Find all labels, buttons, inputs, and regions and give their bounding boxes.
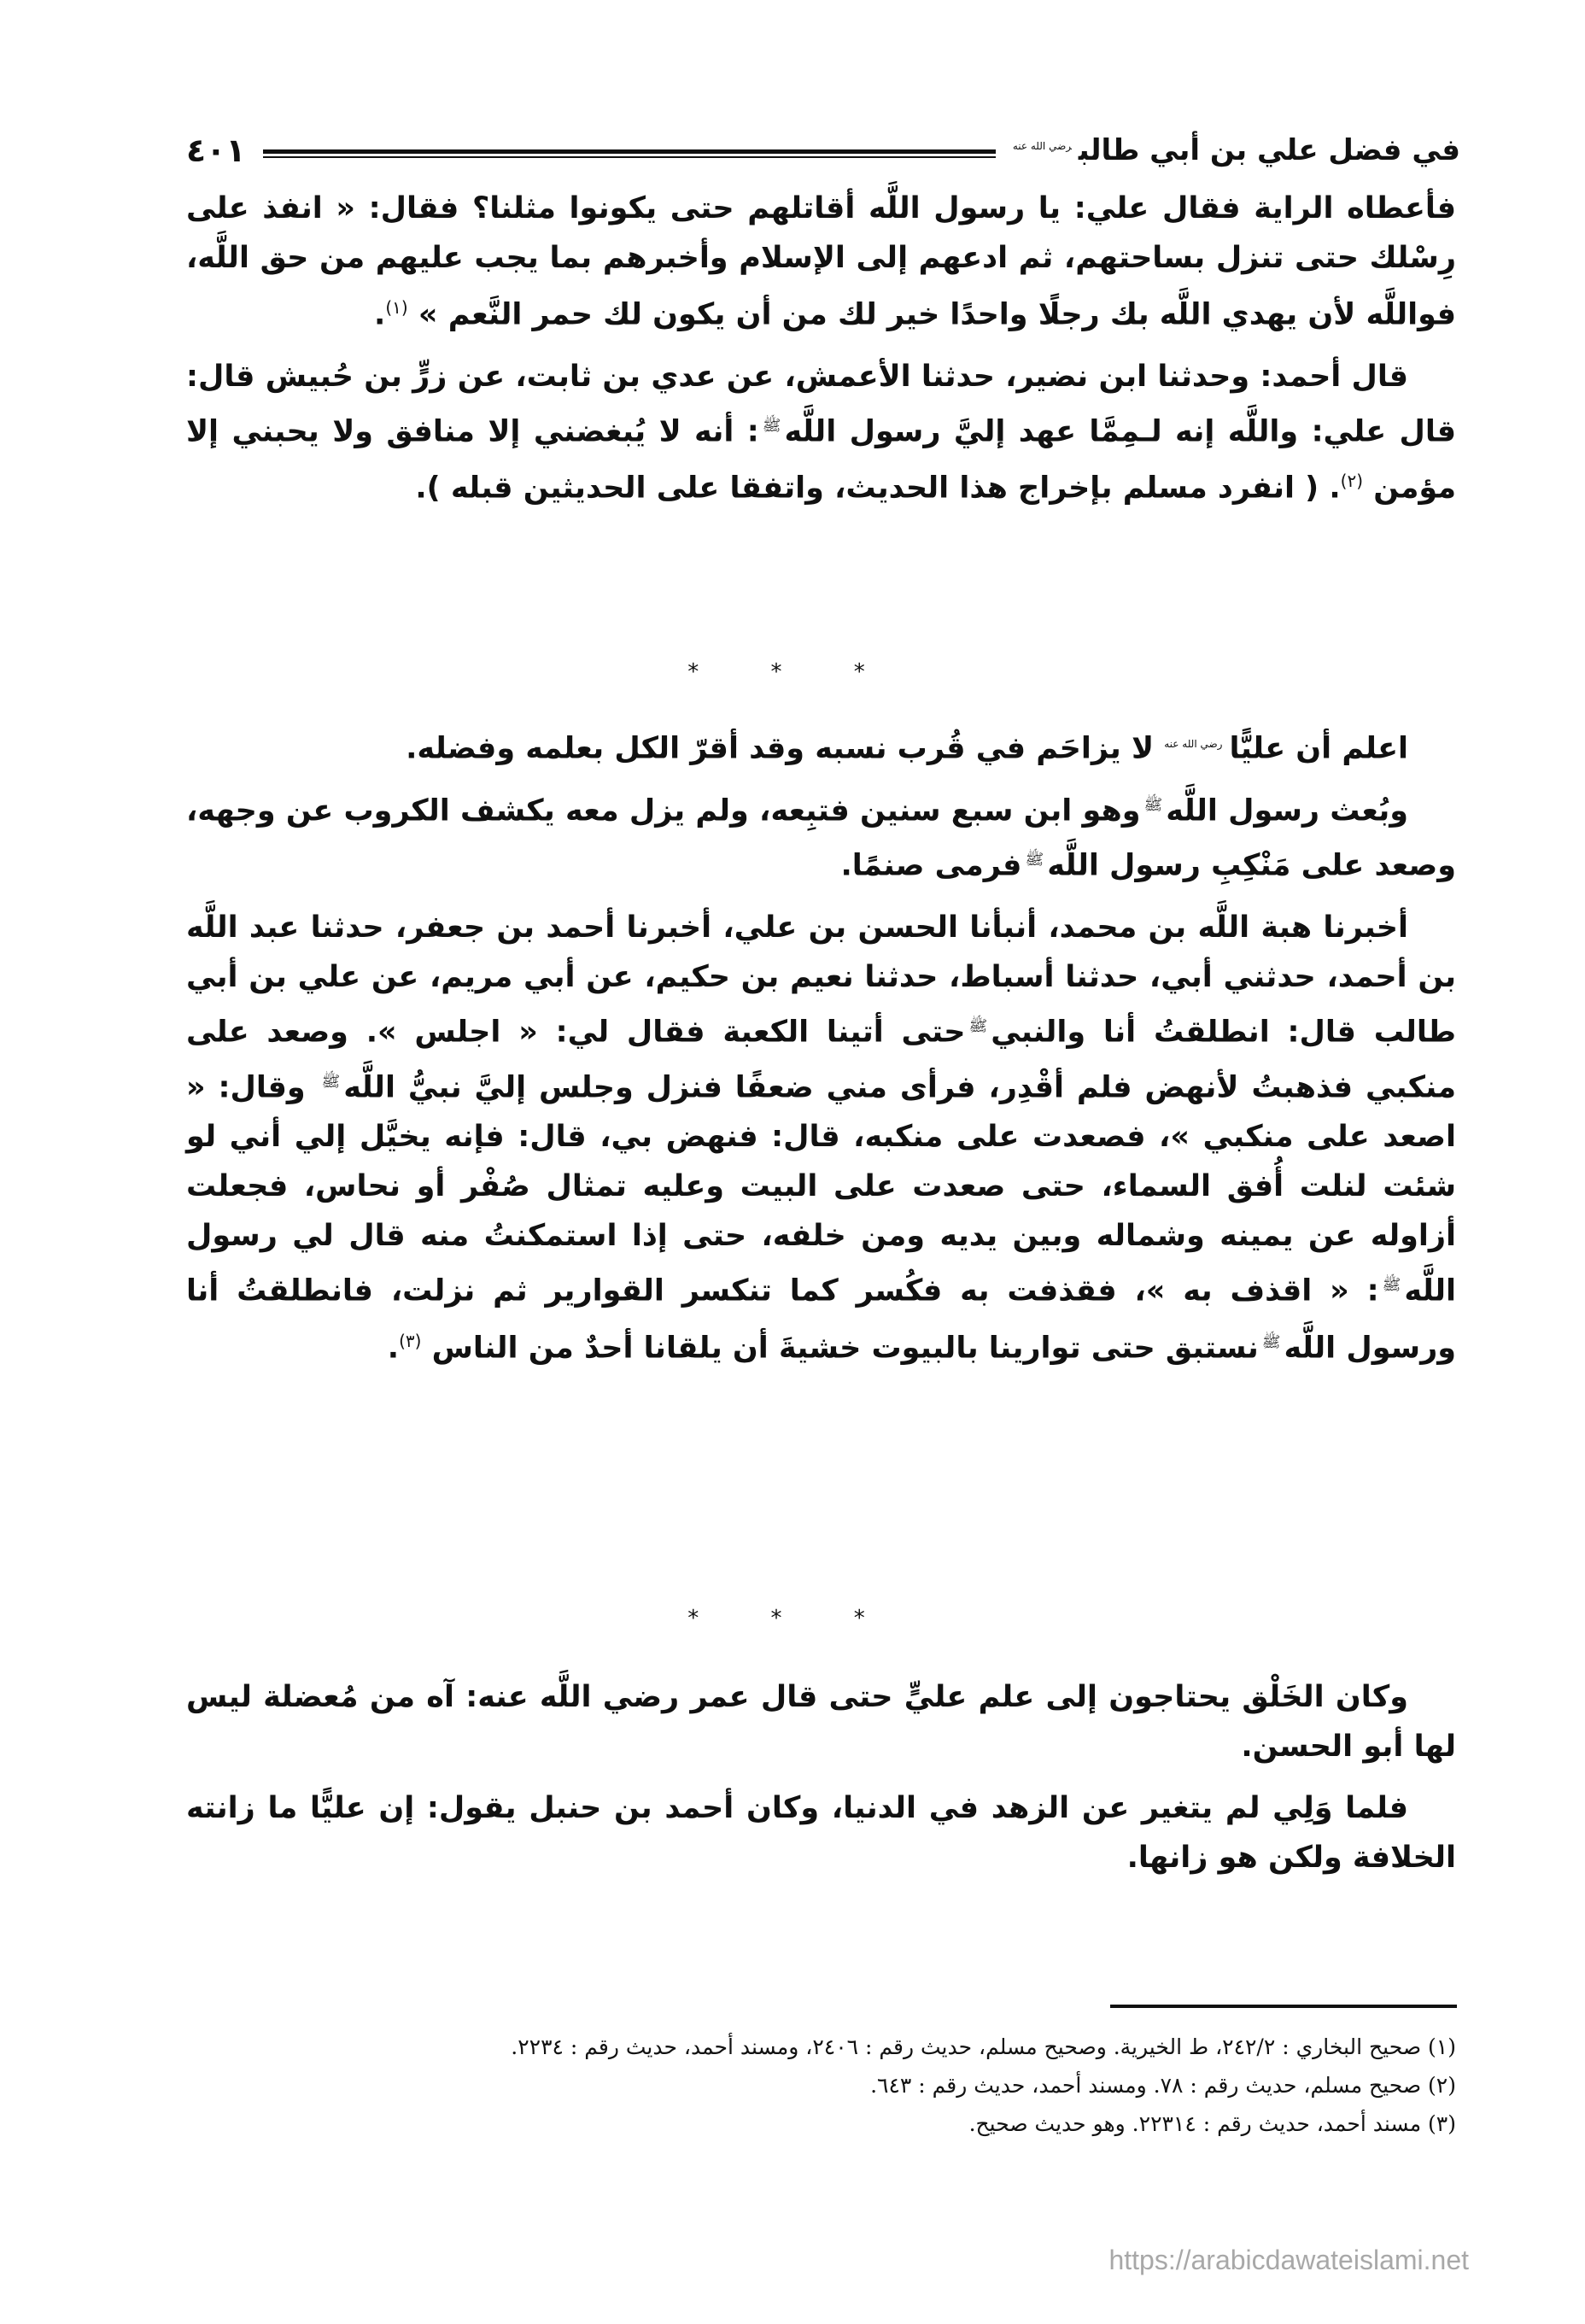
paragraph-text: : أنه لا يُبغضني إلا منافق ولا يحبني إلا مؤمن: [186, 414, 1456, 506]
footnote-ref-3[interactable]: (٣): [399, 1330, 422, 1351]
paragraph: [186, 184, 1456, 340]
honorific-glyph: رضي الله عنه: [1012, 139, 1072, 152]
section-3: [186, 1672, 1456, 1882]
salawat-glyph: ﷺ: [1261, 1332, 1281, 1351]
paragraph: [186, 781, 1456, 891]
footnote-1: (١) صحيح البخاري : ٢٤٢/٢، ط الخيرية. وصحيح مسلم، حديث رقم : ٢٤٠٦، ومسند أحمد، حديث رقم : ٢٢٣٤.: [511, 2034, 1456, 2059]
lead-text: اعلم أن عليًّا: [1229, 731, 1408, 766]
paragraph-text: وبُعث رسول اللَّه: [1166, 793, 1409, 828]
paragraph-end: .: [387, 1331, 400, 1366]
footnote-ref-1[interactable]: (١): [385, 297, 408, 318]
paragraph-text: حتى أتينا الكعبة فقال لي: « اجلس ». وصعد على منكبي فذهبتُ لأنهض فلم أقْدِر، فرأى مني ضعفًا فنزل وجلس إليَّ نبيُّ اللَّه: [186, 1015, 1456, 1105]
salawat-glyph: ﷺ: [321, 1072, 341, 1091]
paragraph: وكان الخَلْق يحتاجون إلى علم عليٍّ حتى قال عمر رضي اللَّه عنه: آه من مُعضلة ليس لها أبو الحسن.: [186, 1680, 1456, 1764]
honorific-glyph: رضي الله عنه: [1164, 738, 1223, 750]
page-number: ٤٠١: [186, 132, 246, 169]
running-header: [186, 126, 1460, 174]
salawat-glyph: ﷺ: [762, 416, 781, 435]
footnotes: [186, 2028, 1456, 2143]
paragraph-text: : « اقذف به »، فقذفت به فكُسر كما تنكسر القوارير ثم نزلت، فانطلقتُ أنا ورسول اللَّه: [186, 1273, 1456, 1366]
header-title-text: في فضل علي بن أبي طالب: [1078, 133, 1460, 167]
paragraph: فلما وَلِي لم يتغير عن الزهد في الدنيا، وكان أحمد بن حنبل يقول: إن عليًّا ما زانته الخلافة ولكن هو زانها.: [186, 1791, 1456, 1875]
section-separator: * * *: [687, 1606, 898, 1631]
salawat-glyph: ﷺ: [1382, 1276, 1401, 1295]
paragraph: [186, 719, 1456, 774]
footnote-3: (٣) مسند أحمد، حديث رقم : ٢٢٣١٤. وهو حديث صحيح.: [968, 2111, 1456, 2136]
paragraph-end: .: [374, 297, 386, 332]
paragraph-text: أخبرنا هبة اللَّه بن محمد، أنبأنا الحسن بن علي، أخبرنا أحمد بن جعفر، حدثنا عبد اللَّه بن أحمد، حدثني أبي، حدثنا أسباط، حدثنا نعيم بن حكيم، عن أبي مريم، عن علي بن أبي طالب قال: انطلقتُ أنا والنبي: [186, 910, 1456, 1050]
salawat-glyph: ﷺ: [968, 1016, 988, 1035]
paragraph-text: لا يزاحَم في قُرب نسبه وقد أقرّ الكل بعلمه وفضله.: [406, 731, 1155, 766]
watermark-url: https://arabicdawateislami.net: [1108, 2245, 1469, 2275]
paragraph-text: فرمى صنمًا.: [840, 848, 1022, 883]
footnote-2: (٢) صحيح مسلم، حديث رقم : ٧٨. ومسند أحمد، حديث رقم : ٦٤٣.: [870, 2073, 1456, 2098]
paragraph: [186, 352, 1456, 513]
paragraph-text: وهو ابن سبع سنين فتبِعه، ولم يزل معه يكشف الكروب عن وجهه، وصعد على مَنْكِبِ رسول اللَّه: [186, 793, 1456, 883]
footnote-ref-2[interactable]: (٢): [1340, 471, 1364, 492]
paragraph-text: فأعطاه الراية فقال علي: يا رسول اللَّه أقاتلهم حتى يكونوا مثلنا؟ فقال: « انفذ على رِسْلك حتى تنزل بساحتهم، ثم ادعهم إلى الإسلام وأخبرهم بما يجب عليهم من حق اللَّه، فواللَّه لأن يهدي اللَّه بك رجلًا واحدًا خير لك من أن يكون لك حمر النَّعم »: [186, 191, 1456, 332]
section-separator: * * *: [687, 659, 898, 685]
section-1: [186, 184, 1456, 513]
paragraph-text: نستبق حتى توارينا بالبيوت خشيةَ أن يلقانا أحدٌ من الناس: [431, 1331, 1259, 1366]
salawat-glyph: ﷺ: [1143, 795, 1163, 814]
paragraph-text: قال أحمد: وحدثنا ابن نضير، حدثنا الأعمش، عن عدي بن ثابت، عن زرٍّ بن حُبيش قال: قال علي: واللَّه إنه لـمِمَّا عهد إليَّ رسول اللَّه: [186, 359, 1456, 449]
header-rule: [263, 149, 996, 158]
paragraph-end: . ( انفرد مسلم بإخراج هذا الحديث، واتفقا على الحديثين قبله ).: [415, 471, 1341, 506]
salawat-glyph: ﷺ: [1025, 851, 1044, 869]
header-title: [1013, 133, 1460, 167]
paragraph: [186, 903, 1456, 1373]
section-2: [186, 719, 1456, 1373]
footnote-rule: [1110, 2005, 1457, 2008]
paragraph-text: وقال: « اصعد على منكبي »، فصعدت على منكبه، قال: فنهض بي، قال: فإنه يخيَّل إلي أني لو شئت لنلت أُفق السماء، حتى صعدت على البيت وعليه تمثال صُفْر أو نحاس، فجعلت أزاوله عن يمينه وشماله وبين يديه ومن خلفه، حتى إذا استمكنتُ منه قال لي رسول اللَّه: [186, 1070, 1456, 1308]
